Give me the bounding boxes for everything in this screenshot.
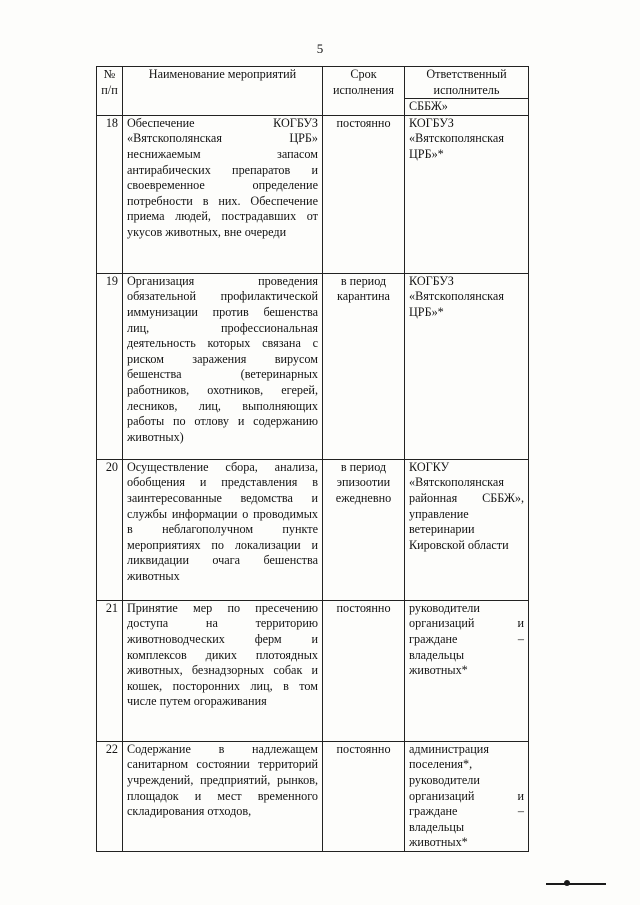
header-responsible: Ответственный исполнитель <box>405 67 529 99</box>
table-row <box>97 741 529 851</box>
row-responsible: КОГКУ «Вятскополянская районная СББЖ», управление ветеринарии Кировской области <box>405 459 529 600</box>
row-num: 19 <box>97 273 123 459</box>
row-name: Содержание в надлежащем санитарном состоянии территорий учреждений, предприятий, рынков, площадок и мест временного складирования отходов, <box>123 741 323 851</box>
table-row <box>97 115 529 273</box>
table-row <box>97 459 529 600</box>
row-name: Обеспечение КОГБУЗ «Вятскополянская ЦРБ» неснижаемым запасом антирабических препаратов и своевременное определение потребности в них. Обеспечение приема людей, пострадавших от укусов животных, вне очереди <box>123 115 323 273</box>
row-term: в период эпизоотии ежедневно <box>323 459 405 600</box>
header-num: № п/п <box>97 67 123 116</box>
signature-mark <box>546 883 606 885</box>
row-num: 20 <box>97 459 123 600</box>
row-term: постоянно <box>323 600 405 741</box>
row-responsible: администрация поселения*, руководители организаций и граждане – владельцы животных* <box>405 741 529 851</box>
row-term: постоянно <box>323 741 405 851</box>
measures-table <box>96 66 529 852</box>
table-header-row <box>97 67 529 99</box>
continuation-responsible: СББЖ» <box>405 99 529 116</box>
row-responsible: руководители организаций и граждане – владельцы животных* <box>405 600 529 741</box>
row-name: Принятие мер по пресечению доступа на территорию животноводческих ферм и комплексов диких плотоядных животных, безнадзорных собак и кошек, посторонних лиц, в том числе путем огораживания <box>123 600 323 741</box>
page-number: 5 <box>316 41 324 56</box>
row-term: постоянно <box>323 115 405 273</box>
header-name: Наименование мероприятий <box>123 67 323 116</box>
row-num: 22 <box>97 741 123 851</box>
row-name: Организация проведения обязательной профилактической иммунизации против бешенства лиц, профессиональная деятельность которых связана с риском заражения вирусом бешенства (ветеринарных работников, охотников, егерей, лесников, лиц, выполняющих работы по отлову и содержанию животных) <box>123 273 323 459</box>
row-term: в период карантина <box>323 273 405 459</box>
table-row <box>97 600 529 741</box>
row-responsible: КОГБУЗ «Вятскополянская ЦРБ»* <box>405 115 529 273</box>
table-row <box>97 273 529 459</box>
row-num: 18 <box>97 115 123 273</box>
row-name: Осуществление сбора, анализа, обобщения и представления в заинтересованные ведомства и службы информации о проводимых в неблагополучном пункте мероприятиях по локализации и ликвидации очага бешенства животных <box>123 459 323 600</box>
header-term: Срок исполнения <box>323 67 405 116</box>
row-num: 21 <box>97 600 123 741</box>
row-responsible: КОГБУЗ «Вятскополянская ЦРБ»* <box>405 273 529 459</box>
